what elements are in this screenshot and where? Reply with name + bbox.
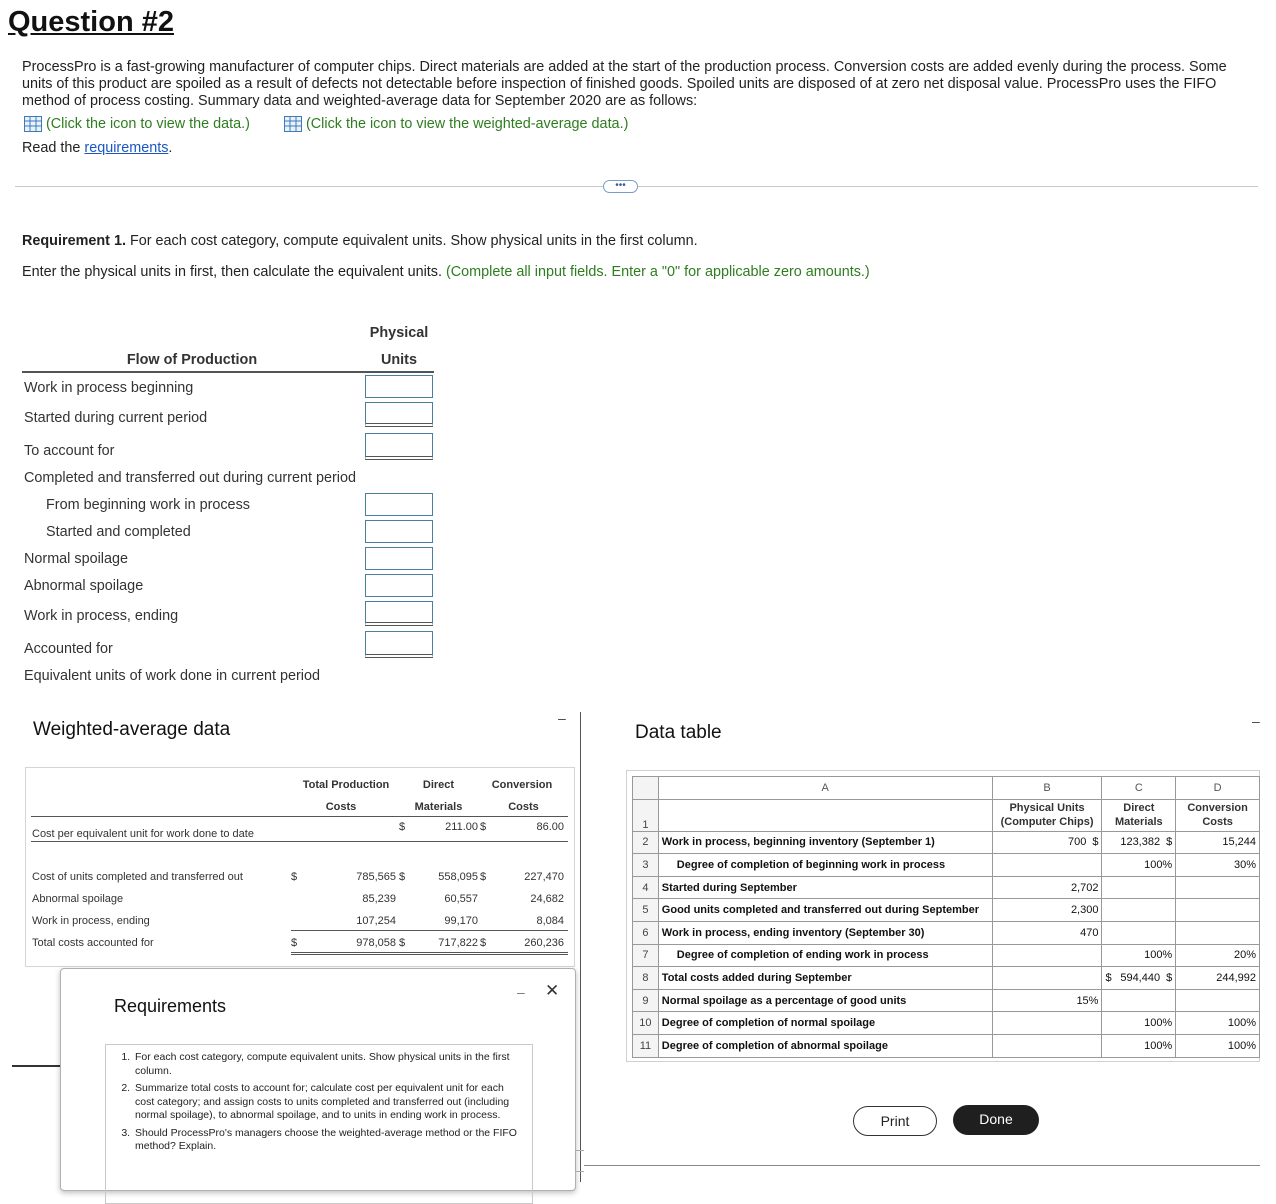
cell-value: 2,300 <box>1070 904 1099 917</box>
table-cell <box>658 799 992 831</box>
physical-units-header-line1: Physical <box>369 325 429 341</box>
physical-units-header <box>992 799 1102 831</box>
table-row <box>633 799 1260 831</box>
subtotal-rule <box>291 930 568 931</box>
wip-beginning-input[interactable] <box>365 375 433 398</box>
dollar-sign: $ <box>291 871 298 883</box>
weighted-average-title: Weighted-average data <box>33 719 231 740</box>
table-row <box>633 944 1260 967</box>
requirement1-text: For each cost category, compute equivalent units. Show physical units in the first column. <box>125 233 698 249</box>
column-letter: D <box>1176 777 1260 800</box>
read-requirements-line <box>22 140 172 156</box>
header-rule <box>31 816 568 817</box>
row-number: 9 <box>633 989 659 1012</box>
normal-spoilage-input[interactable] <box>365 547 433 570</box>
flow-row-label: Started and completed <box>46 524 191 540</box>
cell-value: 100% <box>1144 1039 1173 1052</box>
table-icon <box>284 116 302 132</box>
direct-materials-cell <box>1102 1034 1176 1057</box>
table-row <box>633 921 1260 944</box>
row-number: 2 <box>633 831 659 854</box>
data-table-body <box>633 831 1260 1057</box>
flow-row-label: From beginning work in process <box>46 497 250 513</box>
panel-bottom-rule <box>584 1165 1260 1166</box>
enter-hint: (Complete all input fields. Enter a "0" for applicable zero amounts.) <box>445 264 870 280</box>
view-data-link[interactable] <box>24 116 250 132</box>
dm-header-line1: Direct <box>422 779 455 791</box>
started-current-period-input[interactable] <box>365 402 433 427</box>
direct-materials-cell <box>1102 876 1176 899</box>
cell-value: 100% <box>1144 858 1173 871</box>
row-label: Work in process, beginning inventory (September 1) <box>658 831 992 854</box>
direct-materials-cell <box>1102 967 1176 990</box>
direct-materials-header <box>1102 799 1176 831</box>
row-label: Work in process, ending inventory (September 30) <box>658 921 992 944</box>
row-number: 6 <box>633 921 659 944</box>
cell-value: 594,440 <box>1120 971 1161 984</box>
view-data-link-text[interactable]: (Click the icon to view the data.) <box>46 116 250 132</box>
physical-units-cell <box>992 944 1102 967</box>
conversion-costs-cell: 100% <box>1176 1012 1260 1035</box>
total-costs-header-line2: Costs <box>325 801 357 813</box>
row-number: 3 <box>633 854 659 877</box>
flow-row-label: Accounted for <box>24 641 113 657</box>
row-label: Normal spoilage as a percentage of good units <box>658 989 992 1012</box>
question-title: Question #2 <box>8 6 174 38</box>
row-label: Total costs added during September <box>658 967 992 990</box>
physical-units-cell <box>992 899 1102 922</box>
dollar-sign: $ <box>399 937 406 949</box>
wa-dm-cost: 558,095 <box>438 871 478 883</box>
row-number: 10 <box>633 1012 659 1035</box>
cell-value: 15% <box>1076 994 1099 1007</box>
direct-materials-cell <box>1102 944 1176 967</box>
requirements-modal <box>60 968 576 1191</box>
flow-row-label: Completed and transferred out during current period <box>24 470 356 486</box>
physical-units-cell <box>992 1034 1102 1057</box>
expand-ellipsis-button[interactable]: ••• <box>603 180 638 193</box>
data-table <box>632 776 1260 1058</box>
requirement-item: 1. For each cost category, compute equivalent units. Show physical units in the first column. <box>133 1051 524 1078</box>
flow-row-label: Abnormal spoilage <box>24 578 144 594</box>
cell-value: 123,382 <box>1120 836 1161 849</box>
row-number: 5 <box>633 899 659 922</box>
requirements-list <box>106 1045 532 1154</box>
direct-materials-cell <box>1102 899 1176 922</box>
total-costs-header-line1: Total Production <box>302 779 390 791</box>
done-button[interactable]: Done <box>953 1105 1039 1135</box>
direct-materials-cell <box>1102 921 1176 944</box>
weighted-average-table <box>25 767 575 967</box>
flow-row-label: To account for <box>24 443 115 459</box>
cc-header-line2: Costs <box>508 801 539 813</box>
flow-row-label: Work in process beginning <box>24 380 194 396</box>
row-label: Degree of completion of abnormal spoilage <box>658 1034 992 1057</box>
started-and-completed-input[interactable] <box>365 520 433 543</box>
physical-units-cell <box>992 967 1102 990</box>
table-row <box>633 1034 1260 1057</box>
physical-units-cell <box>992 876 1102 899</box>
column-letter: C <box>1102 777 1176 800</box>
minimize-weighted-average-button[interactable]: – <box>558 710 566 726</box>
row-label: Started during September <box>658 876 992 899</box>
wa-row-label: Cost of units completed and transferred out <box>32 871 243 883</box>
table-row <box>633 854 1260 877</box>
wa-total-cost: 785,565 <box>356 871 396 883</box>
conversion-costs-cell: 30% <box>1176 854 1260 877</box>
header-rule <box>22 371 434 373</box>
conversion-costs-header <box>1176 799 1260 831</box>
table-row <box>633 876 1260 899</box>
close-icon[interactable]: ✕ <box>545 981 560 1000</box>
dollar-sign: $ <box>1166 836 1173 849</box>
physical-units-cell <box>992 989 1102 1012</box>
column-letter-row <box>633 777 1260 800</box>
wa-row-label: Abnormal spoilage <box>32 893 124 905</box>
dollar-sign: $ <box>1092 836 1099 849</box>
accounted-for-input[interactable] <box>365 631 433 658</box>
data-table-frame <box>626 770 1260 1062</box>
flow-of-production-header: Flow of Production <box>126 352 258 368</box>
wa-dm-cost: 99,170 <box>444 915 478 927</box>
conversion-costs-cell <box>1176 921 1260 944</box>
panel-divider <box>580 712 581 1182</box>
flow-row-label: Normal spoilage <box>24 551 128 567</box>
row-number: 1 <box>633 799 659 831</box>
wa-total-cost: 107,254 <box>356 915 396 927</box>
total-double-rule <box>291 952 568 955</box>
flow-row-label: Work in process, ending <box>24 608 179 624</box>
requirement-item: 3. Should ProcessPro's managers choose the weighted-average method or the FIFO method? Explain. <box>133 1127 524 1154</box>
wa-total-cost: 978,058 <box>356 937 396 949</box>
table-row <box>633 899 1260 922</box>
dollar-sign: $ <box>480 937 487 949</box>
row-number: 4 <box>633 876 659 899</box>
cell-value: 100% <box>1144 1017 1173 1030</box>
cost-per-unit-label: Cost per equivalent unit for work done to date <box>32 828 254 840</box>
requirement-item: 2. Summarize total costs to account for; calculate cost per equivalent unit for each cost category; and assign costs to units completed and transferred out (including normal spoilage), to abnormal spoilage, and to units in ending work in process. <box>133 1082 524 1123</box>
table-row <box>633 989 1260 1012</box>
header-line: Direct <box>1123 802 1155 815</box>
cell-value: 700 <box>1067 836 1087 849</box>
table-row <box>633 1012 1260 1035</box>
conversion-costs-cell <box>1176 899 1260 922</box>
physical-units-cell <box>992 854 1102 877</box>
wa-cc-cost: 8,084 <box>536 915 564 927</box>
dollar-sign: $ <box>480 821 487 833</box>
enter-text: Enter the physical units in first, then calculate the equivalent units. <box>22 264 442 280</box>
table-icon <box>24 116 42 132</box>
dm-header-line2: Materials <box>414 801 463 813</box>
requirements-list-box <box>105 1044 533 1204</box>
dollar-sign: $ <box>1166 971 1173 984</box>
conversion-costs-cell: 100% <box>1176 1034 1260 1057</box>
header-line: (Computer Chips) <box>1000 816 1094 829</box>
table-row <box>633 831 1260 854</box>
wa-cc-cost: 24,682 <box>530 893 564 905</box>
cell-value: 100% <box>1144 949 1173 962</box>
cell-value: 470 <box>1080 926 1099 939</box>
dollar-sign: $ <box>399 871 406 883</box>
header-line: Materials <box>1114 816 1163 829</box>
dollar-sign: $ <box>399 821 406 833</box>
row-number: 7 <box>633 944 659 967</box>
wa-dm-cost: 717,822 <box>438 937 478 949</box>
requirements-link[interactable]: requirements <box>84 140 169 156</box>
direct-materials-cell <box>1102 989 1176 1012</box>
requirement1-instruction <box>22 233 698 249</box>
flow-row-label: Equivalent units of work done in current period <box>24 668 320 684</box>
view-weighted-average-link-text[interactable]: (Click the icon to view the weighted-average data.) <box>306 116 629 132</box>
read-prefix: Read the <box>22 140 85 156</box>
header-line: Costs <box>1202 816 1233 829</box>
dollar-sign: $ <box>291 937 298 949</box>
row-rule <box>31 841 568 842</box>
flow-row-label: Started during current period <box>24 410 208 426</box>
minimize-requirements-button[interactable]: – <box>517 984 525 1000</box>
conversion-costs-cell <box>1176 989 1260 1012</box>
row-label: Good units completed and transferred out during September <box>658 899 992 922</box>
panel-edge <box>575 1150 584 1172</box>
conversion-costs-cell: 20% <box>1176 944 1260 967</box>
print-button[interactable]: Print <box>853 1106 937 1136</box>
dollar-sign: $ <box>480 871 487 883</box>
cc-cost-per-unit: 86.00 <box>536 821 564 833</box>
panel-edge <box>12 1065 62 1067</box>
conversion-costs-cell: 15,244 <box>1176 831 1260 854</box>
physical-units-header-line2: Units <box>381 352 417 368</box>
wa-cc-cost: 227,470 <box>524 871 564 883</box>
table-row <box>633 967 1260 990</box>
data-table-title: Data table <box>635 722 722 743</box>
row-label: Degree of completion of normal spoilage <box>658 1012 992 1035</box>
wa-dm-cost: 60,557 <box>444 893 478 905</box>
physical-units-cell <box>992 1012 1102 1035</box>
row-label: Degree of completion of beginning work in process <box>658 854 992 877</box>
enter-instruction <box>22 264 870 280</box>
physical-units-cell <box>992 831 1102 854</box>
wa-row-label: Work in process, ending <box>32 915 150 927</box>
cc-header-line1: Conversion <box>491 779 553 791</box>
row-label: Degree of completion of ending work in process <box>658 944 992 967</box>
dollar-sign: $ <box>1105 971 1112 984</box>
wa-cc-cost: 260,236 <box>524 937 564 949</box>
cell-value: 2,702 <box>1070 881 1099 894</box>
view-weighted-average-link[interactable] <box>284 116 628 132</box>
dm-cost-per-unit: 211.00 <box>445 821 478 833</box>
read-suffix: . <box>168 140 173 156</box>
row-number: 11 <box>633 1034 659 1057</box>
abnormal-spoilage-input[interactable] <box>365 574 433 597</box>
wa-total-cost: 85,239 <box>362 893 396 905</box>
wa-row-label: Total costs accounted for <box>32 937 154 949</box>
column-letter: B <box>992 777 1102 800</box>
direct-materials-cell <box>1102 854 1176 877</box>
requirements-title: Requirements <box>114 996 227 1016</box>
to-account-for-input[interactable] <box>365 433 433 460</box>
header-line: Physical Units <box>1009 802 1085 815</box>
physical-units-cell <box>992 921 1102 944</box>
requirement1-label: Requirement 1. <box>22 233 126 249</box>
from-beginning-wip-input[interactable] <box>365 493 433 516</box>
conversion-costs-cell: 244,992 <box>1176 967 1260 990</box>
question-intro: ProcessPro is a fast-growing manufacturer of computer chips. Direct materials are added at the start of the production process. Conversion costs are added evenly during the process. Some units of this product are spoiled as a result of defects not detectable before inspection of finished goods. Spoiled units are disposed of at zero net disposal value. ProcessPro uses the FIFO method of process costing. Summary data and weighted-average data for September 2020 are as follows: <box>22 59 1227 109</box>
wip-ending-input[interactable] <box>365 601 433 626</box>
row-number: 8 <box>633 967 659 990</box>
corner-cell <box>633 777 659 800</box>
conversion-costs-cell <box>1176 876 1260 899</box>
column-letter: A <box>658 777 992 800</box>
header-line: Conversion <box>1187 802 1248 815</box>
minimize-data-table-button[interactable]: – <box>1252 713 1260 729</box>
direct-materials-cell <box>1102 831 1176 854</box>
direct-materials-cell <box>1102 1012 1176 1035</box>
